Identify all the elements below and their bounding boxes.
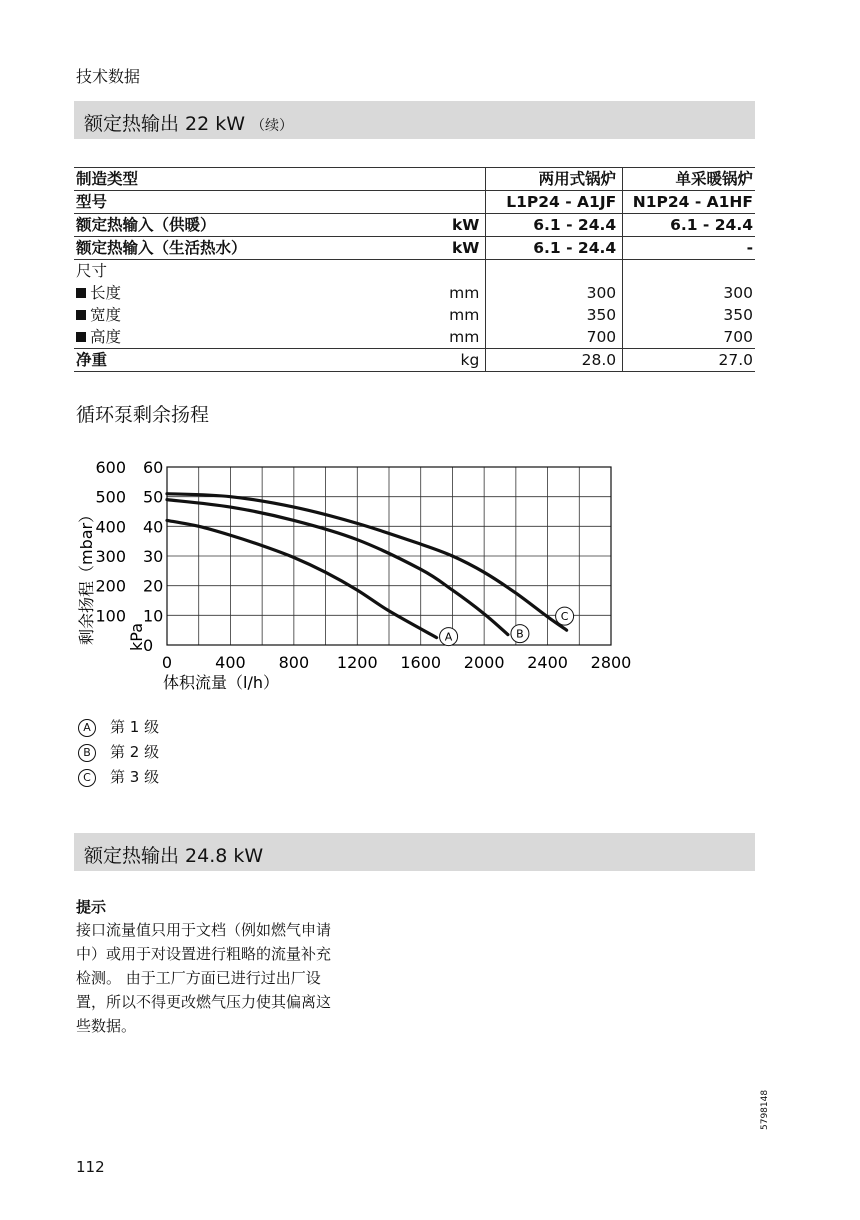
table-row [74, 304, 755, 326]
header-label: 技术数据 [76, 67, 141, 86]
section-bar-22kw [74, 101, 755, 139]
row-label: 宽度 [90, 306, 122, 324]
dimensions-row [74, 260, 755, 283]
x-tick-label: 2400 [527, 653, 568, 672]
curve-marker-label: B [516, 627, 524, 641]
x-axis-label: 体积流量（l/h） [163, 673, 279, 692]
chart-title: 循环泵剩余扬程 [76, 404, 210, 426]
table-row [74, 237, 755, 260]
x-tick-label: 800 [278, 653, 310, 672]
legend-mark: A [78, 719, 96, 737]
row-unit: mm [447, 326, 486, 349]
weight-row [74, 349, 755, 372]
note-line: 中）或用于对设置进行粗略的流量补充 [76, 945, 332, 963]
x-tick-label: 0 [161, 653, 173, 672]
legend-item [78, 766, 159, 787]
series-curve-a [167, 520, 437, 637]
bullet-square-icon [76, 310, 86, 320]
row-value1: 350 [486, 304, 623, 326]
series-curve-b [167, 500, 508, 635]
row-value1: 300 [486, 282, 623, 304]
document-number: 5798148 [760, 1089, 770, 1130]
y-tick-label-mbar: 200 [95, 576, 126, 596]
model-col2: N1P24 - A1HF [623, 191, 755, 214]
row-label: 高度 [90, 328, 122, 346]
table-row [74, 214, 755, 237]
y-tick-label-kpa: 60 [143, 458, 164, 477]
curve-marker-label: A [444, 630, 453, 644]
note-line: 置，所以不得更改燃气压力使其偏离这 [76, 993, 332, 1011]
weight-value1: 28.0 [486, 349, 623, 372]
curve-marker-label: C [560, 610, 569, 624]
spec-table [74, 167, 755, 372]
y-axis-label-mbar: 剩余扬程（mbar） [77, 506, 96, 645]
table-header-row [74, 168, 755, 191]
legend-mark: B [78, 744, 96, 762]
y-tick-label-mbar: 300 [95, 547, 126, 566]
table-row [74, 326, 755, 349]
x-tick-label: 2000 [463, 653, 505, 672]
row-value2: 6.1 - 24.4 [623, 214, 755, 237]
section-subtitle: （续） [251, 118, 294, 134]
header-label: 制造类型 [74, 168, 447, 191]
x-tick-label: 1200 [336, 653, 378, 672]
x-tick-label: 1600 [400, 653, 442, 672]
section-title-text: 额定热输出 22 kW [84, 113, 246, 135]
weight-value2: 27.0 [623, 349, 755, 372]
section-bar-24-8kw [74, 833, 755, 871]
x-tick-label: 2800 [590, 653, 632, 672]
legend-item [78, 741, 159, 762]
model-col1: L1P24 - A1JF [486, 191, 623, 214]
note-line: 检测。 由于工厂方面已进行过出厂设 [76, 969, 321, 987]
note-line: 些数据。 [76, 1017, 137, 1035]
row-unit: kW [447, 214, 486, 237]
row-value2: 300 [723, 284, 753, 302]
row-unit: kW [447, 237, 486, 260]
section-title [84, 109, 293, 136]
y-tick-label-kpa: 0 [143, 636, 154, 655]
header-col2: 单采暖锅炉 [623, 168, 755, 191]
dimensions-label: 尺寸 [76, 262, 108, 280]
row-value2: - [623, 237, 755, 260]
header-col1: 两用式锅炉 [486, 168, 623, 191]
table-row [74, 282, 755, 304]
legend-text: 第 1 级 [110, 718, 160, 736]
row-value2: 700 [623, 326, 755, 349]
row-label: 长度 [90, 284, 122, 302]
y-tick-label-kpa: 50 [143, 487, 164, 507]
series-curve-c [167, 494, 567, 630]
y-tick-label-kpa: 10 [143, 606, 164, 626]
row-label: 额定热输入（生活热水） [74, 237, 447, 260]
page-number: 112 [76, 1158, 105, 1176]
y-tick-label-kpa: 20 [143, 576, 164, 596]
section-title: 额定热输出 24.8 kW [84, 845, 264, 867]
row-value1: 6.1 - 24.4 [486, 237, 623, 260]
y-tick-label-mbar: 600 [95, 458, 126, 477]
y-tick-label-kpa: 30 [143, 547, 164, 566]
note-body [76, 918, 406, 1038]
row-unit: mm [447, 282, 486, 304]
y-tick-label-mbar: 400 [95, 517, 126, 537]
row-value1: 6.1 - 24.4 [486, 214, 623, 237]
y-tick-label-mbar: 100 [95, 606, 126, 626]
legend-text: 第 2 级 [110, 743, 160, 761]
model-row [74, 191, 755, 214]
y-tick-label-mbar: 500 [95, 487, 126, 507]
legend-item [78, 716, 159, 737]
legend-mark: C [78, 769, 96, 787]
weight-label: 净重 [74, 349, 447, 372]
pump-head-chart [0, 440, 700, 700]
note-line: 接口流量值只用于文档（例如燃气申请 [76, 921, 332, 939]
row-value1: 700 [486, 326, 623, 349]
bullet-square-icon [76, 288, 86, 298]
y-tick-label-kpa: 40 [143, 517, 164, 537]
y-axis-label-kpa: kPa [127, 623, 146, 651]
row-value2: 350 [723, 306, 753, 324]
bullet-square-icon [76, 332, 86, 342]
row-label: 额定热输入（供暖） [74, 214, 447, 237]
row-unit: mm [447, 304, 486, 326]
legend-text: 第 3 级 [110, 768, 160, 786]
note-title: 提示 [76, 898, 107, 916]
weight-unit: kg [447, 349, 486, 372]
x-tick-label: 400 [215, 653, 246, 672]
model-label: 型号 [74, 191, 447, 214]
